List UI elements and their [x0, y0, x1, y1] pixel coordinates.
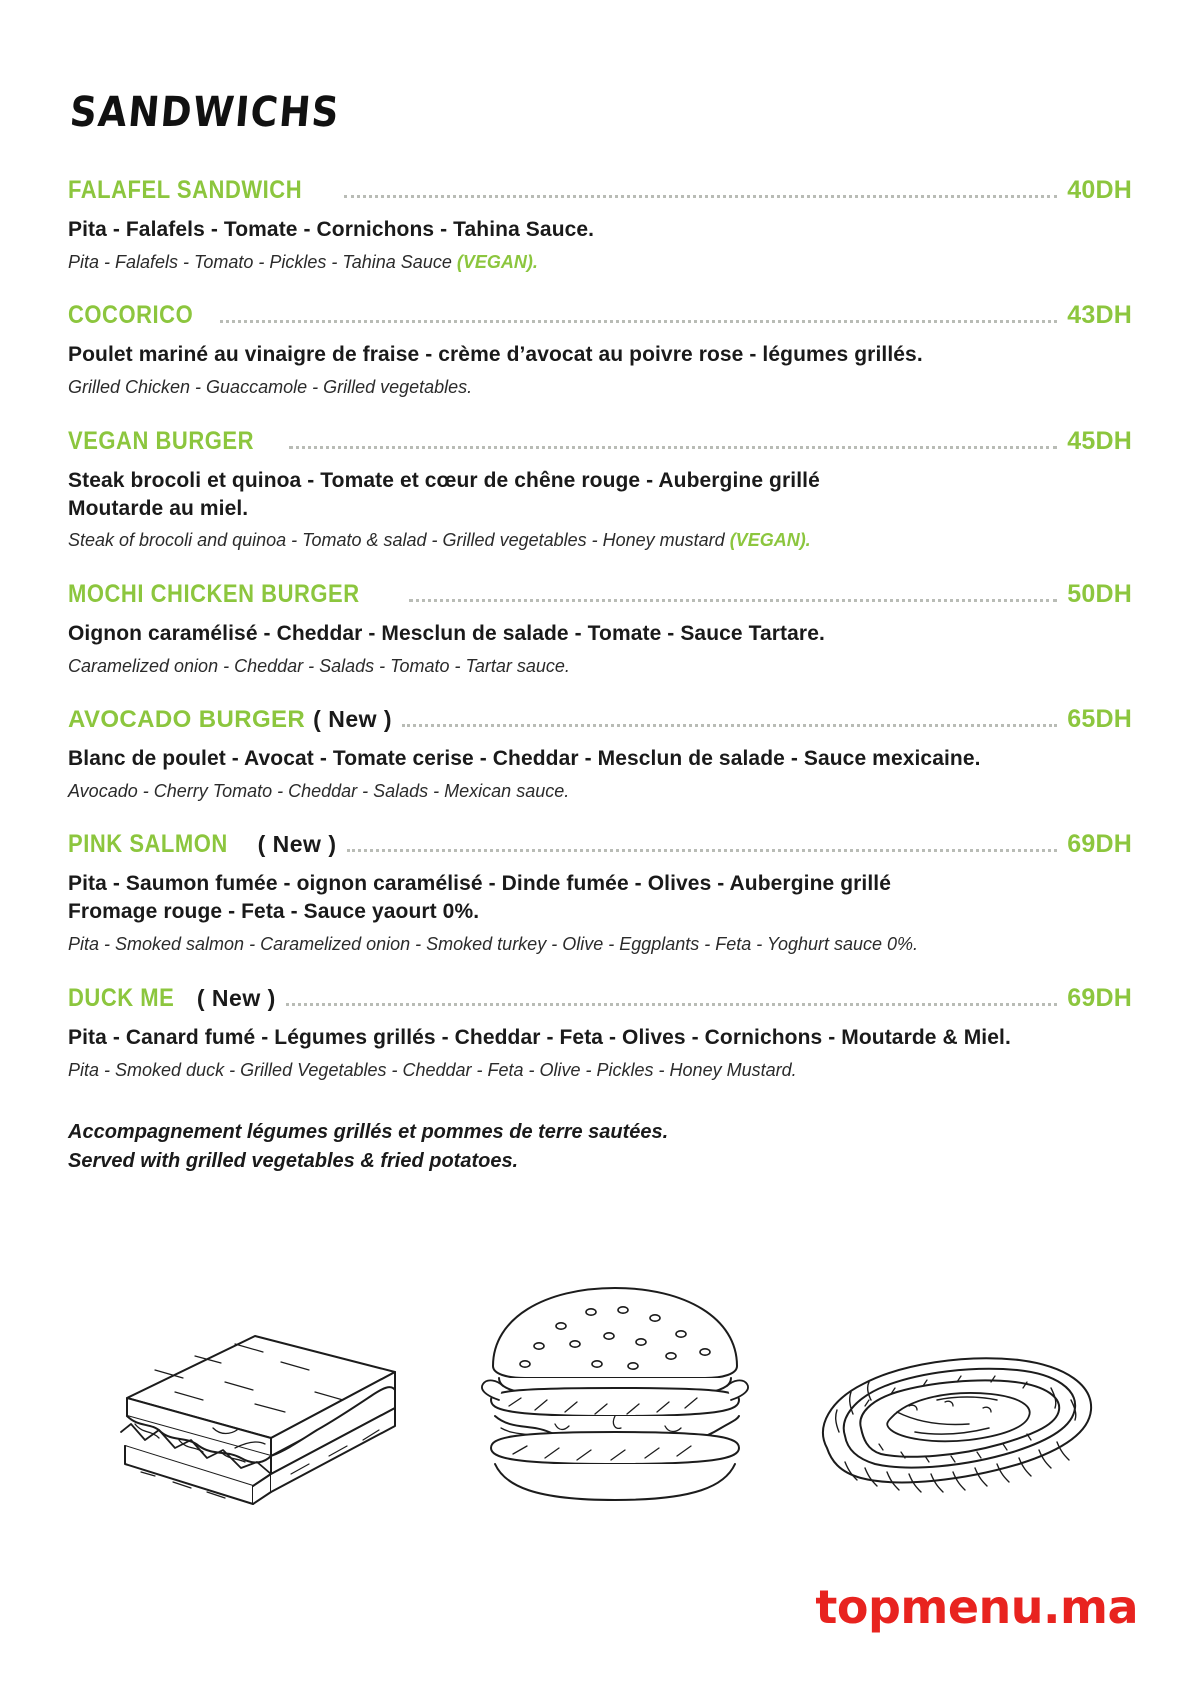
description-line: Moutarde au miel.: [68, 496, 249, 520]
description-line: Pita - Falafels - Tomate - Cornichons - Tahina Sauce.: [68, 218, 595, 241]
menu-item: [68, 984, 1132, 1082]
club-sandwich-illustration: [95, 1300, 425, 1530]
menu-item-header: [68, 427, 1132, 456]
description-en-text: Steak of brocoli and quinoa - Tomato & salad - Grilled vegetables - Honey mustard: [68, 530, 730, 551]
hot-dog-illustration: [805, 1340, 1105, 1530]
dot-leader: [402, 724, 1057, 727]
menu-item-description-en: [68, 251, 1132, 274]
menu-item-description-fr: [68, 467, 1132, 523]
menu-item: [68, 427, 1132, 553]
description-en-text: Pita - Smoked salmon - Caramelized onion - Smoked turkey - Olive - Eggplants - Feta - Yoghurt sauce 0%.: [68, 934, 919, 955]
menu-item-name: COCORICO: [68, 301, 194, 330]
dot-leader: [344, 195, 1057, 198]
menu-item: [68, 580, 1132, 678]
menu-item-description-en: [68, 655, 1132, 678]
menu-item-name-group: [68, 984, 276, 1013]
menu-item-description-fr: [68, 341, 1132, 369]
vegan-badge: (VEGAN).: [456, 251, 538, 272]
menu-item-price: 65DH: [1067, 705, 1132, 734]
menu-item-header: [68, 301, 1132, 330]
menu-item-header: [68, 580, 1132, 609]
menu-item-name-group: [68, 301, 210, 330]
description-line: Pita - Saumon fumée - oignon caramélisé - Dinde fumée - Olives - Aubergine grillé: [68, 872, 891, 896]
menu-item-header: [68, 176, 1132, 205]
description-en-text: Pita - Falafels - Tomato - Pickles - Tahina Sauce: [68, 251, 457, 272]
menu-item-header: [68, 705, 1132, 734]
menu-item-description-fr: [68, 870, 1132, 926]
dot-leader: [347, 849, 1058, 852]
dot-leader: [409, 599, 1057, 602]
description-en-text: Grilled Chicken - Guaccamole - Grilled vegetables.: [68, 377, 473, 398]
description-line: Blanc de poulet - Avocat - Tomate cerise - Cheddar - Mesclun de salade - Sauce mexicaine.: [68, 747, 981, 771]
menu-item-description-fr: [68, 745, 1132, 773]
menu-item-name-group: [68, 580, 399, 609]
menu-item-header: [68, 984, 1132, 1013]
menu-item-price: 50DH: [1067, 579, 1132, 608]
vegan-badge: (VEGAN).: [729, 530, 811, 551]
menu-item-name-group: [68, 706, 392, 734]
description-line: Fromage rouge - Feta - Sauce yaourt 0%.: [68, 900, 480, 924]
burger-illustration: [465, 1280, 765, 1530]
menu-item-list: [68, 176, 1132, 1082]
menu-item-name-group: [68, 427, 279, 456]
new-badge: ( New ): [257, 831, 337, 858]
topmenu-logo: topmenu.ma: [815, 1580, 1138, 1634]
menu-item-price: 40DH: [1067, 176, 1132, 204]
description-en-text: Caramelized onion - Cheddar - Salads - Tomato - Tartar sauce.: [68, 655, 570, 676]
menu-item-price: 45DH: [1067, 426, 1132, 455]
menu-item-description-fr: [68, 1024, 1132, 1052]
menu-item-name: DUCK ME: [68, 983, 175, 1012]
menu-item-description-fr: [68, 216, 1132, 244]
menu-item-name: PINK SALMON: [68, 830, 228, 859]
menu-item-description-en: [68, 376, 1132, 399]
serving-note-en: Served with grilled vegetables & fried potatoes.: [68, 1150, 519, 1173]
menu-item-price: 43DH: [1067, 301, 1132, 330]
description-line: Steak brocoli et quinoa - Tomate et cœur de chêne rouge - Aubergine grillé: [68, 468, 820, 492]
description-line: Pita - Canard fumé - Légumes grillés - Cheddar - Feta - Olives - Cornichons - Moutarde & Miel.: [68, 1025, 1011, 1049]
menu-item-description-fr: [68, 620, 1132, 648]
description-en-text: Avocado - Cherry Tomato - Cheddar - Salads - Mexican sauce.: [68, 781, 570, 802]
menu-item-name: AVOCADO BURGER: [68, 706, 306, 734]
menu-item-description-en: [68, 529, 1132, 552]
menu-item-price: 69DH: [1067, 830, 1132, 859]
description-line: Oignon caramélisé - Cheddar - Mesclun de salade - Tomate - Sauce Tartare.: [68, 621, 825, 645]
serving-note-fr: Accompagnement légumes grillés et pommes de terre sautées.: [68, 1121, 669, 1144]
menu-item-description-en: [68, 780, 1132, 803]
menu-item-price: 69DH: [1067, 983, 1132, 1012]
menu-item-description-en: [68, 1059, 1132, 1082]
menu-item-header: [68, 830, 1132, 859]
new-badge: ( New ): [196, 984, 276, 1011]
menu-item: [68, 830, 1132, 956]
description-en-text: Pita - Smoked duck - Grilled Vegetables - Cheddar - Feta - Olive - Pickles - Honey Mustard.: [68, 1059, 797, 1080]
page-title: SANDWICHS: [68, 87, 343, 136]
serving-note: [68, 1118, 1132, 1176]
dot-leader: [286, 1003, 1058, 1006]
menu-item-name: MOCHI CHICKEN BURGER: [68, 579, 360, 608]
new-badge: ( New ): [313, 706, 393, 733]
menu-item: [68, 176, 1132, 274]
menu-item-description-en: [68, 933, 1132, 956]
menu-item: [68, 301, 1132, 399]
dot-leader: [220, 320, 1057, 323]
menu-item-name-group: [68, 830, 337, 859]
description-line: Poulet mariné au vinaigre de fraise - crème d’avocat au poivre rose - légumes grillés.: [68, 343, 923, 367]
dot-leader: [289, 446, 1057, 449]
menu-item-name-group: [68, 176, 334, 205]
food-illustrations: [0, 1150, 1200, 1530]
menu-item: [68, 705, 1132, 803]
menu-item-name: FALAFEL SANDWICH: [68, 176, 303, 204]
menu-item-name: VEGAN BURGER: [68, 426, 255, 455]
